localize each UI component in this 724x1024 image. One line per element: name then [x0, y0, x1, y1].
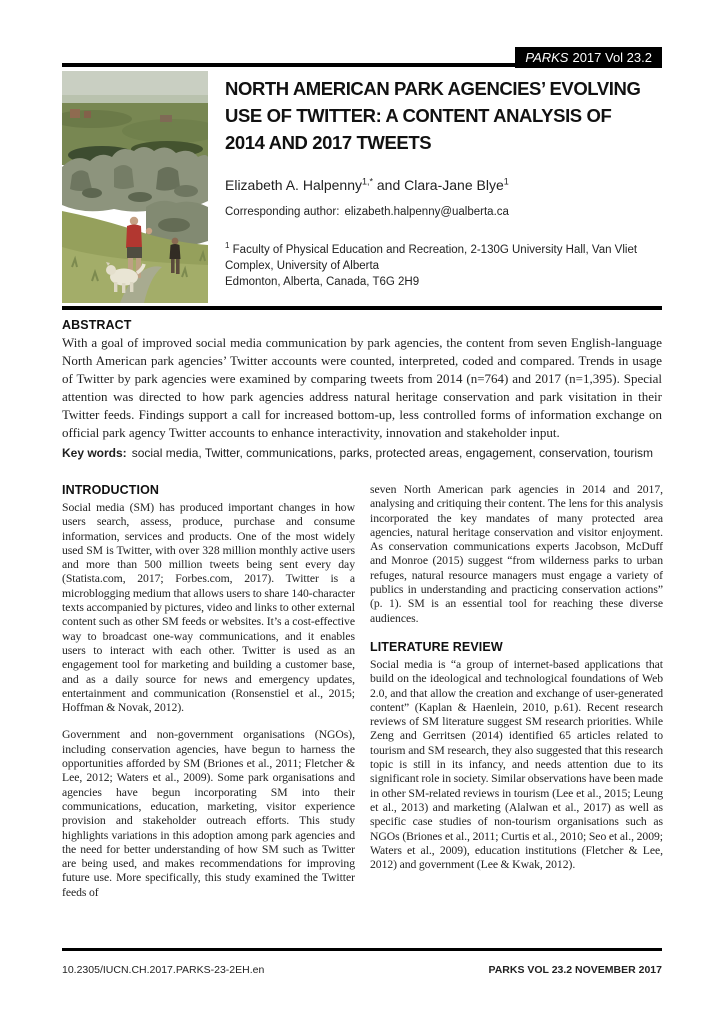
right-column	[370, 483, 663, 900]
affiliation-line-1: Faculty of Physical Education and Recreation, 2-130G University Hall, Van Vliet	[232, 244, 638, 256]
corresponding-author-line	[225, 206, 645, 218]
affiliation	[225, 242, 645, 290]
page-footer	[0, 948, 724, 1024]
introduction-paragraph-3: seven North American park agencies in 2014 and 2017, analysing and critiquing their content. The lens for this analysis incorporated the key mandates of many protected area agencies, natural heritage conservation and visitor enjoyment. As conservation communications experts Jacobson, McDuff and Monroe (2015) suggest “from wilderness parks to urban refuges, natural resource managers must engage a variety of publics in understanding and practicing conservation actions” (p. 1). SM is an essential tool for reaching these diverse audiences.	[370, 483, 663, 625]
keywords-line	[62, 446, 662, 460]
cover-photo-illustration	[62, 71, 208, 303]
footer-row	[62, 964, 662, 976]
abstract-section	[62, 318, 662, 460]
abstract-heading: ABSTRACT	[62, 318, 132, 332]
page-header	[62, 47, 662, 68]
author-line	[225, 177, 645, 193]
cover-photo	[62, 71, 208, 303]
journal-name: PARKS	[525, 50, 569, 65]
journal-volume-reference: PARKS VOL 23.2 NOVEMBER 2017	[488, 964, 662, 976]
affiliation-superscript: 1	[225, 241, 230, 251]
author-2: Clara-Jane Blye	[404, 177, 504, 193]
corresponding-author-label: Corresponding author:	[225, 206, 340, 218]
article-body-columns	[62, 483, 662, 900]
author-2-superscript: 1	[503, 176, 509, 187]
article-title: NORTH AMERICAN PARK AGENCIES’ EVOLVING USE OF TWITTER: A CONTENT ANALYSIS OF 2014 AND 2017 TWEETS	[225, 78, 641, 153]
header-rule	[62, 63, 522, 67]
author-connector: and	[373, 177, 405, 193]
author-1: Elizabeth A. Halpenny	[225, 177, 362, 193]
volume-badge	[515, 47, 662, 68]
affiliation-line-3: Edmonton, Alberta, Canada, T6G 2H9	[225, 276, 420, 288]
title-block	[208, 71, 645, 303]
keywords-text: social media, Twitter, communications, parks, protected areas, engagement, conservation, tourism	[131, 446, 654, 460]
doi: 10.2305/IUCN.CH.2017.PARKS-23-2EH.en	[62, 964, 265, 976]
introduction-paragraph-1: Social media (SM) has produced important changes in how users search, assess, produce, purchase and consume information, services and products. One of the most widely used SM is Twitter, with over 328 million monthly active users and more than 500 million tweets being sent every day (Statista.com, 2017; Forbes.com, 2017). Twitter is a microblogging medium that allows users to share 140-character texts accompanied by pictures, video and links to other external content such as other SM feeds or websites. It’s a cost-effective way to broadcast one-way communications, and it enables users to interact with each other. Twitter is used as an engagement tool for marketing and building a customer base, and as a daily source for news and emergency updates, entertainment and communication (Ronsenstiel et al., 2015; Hoffman & Novak, 2012).	[62, 501, 355, 715]
corresponding-author-email: elizabeth.halpenny@ualberta.ca	[344, 206, 509, 218]
literature-review-paragraph-1: Social media is “a group of internet-based applications that build on the ideological and technological foundations of Web 2.0, and that allow the creation and exchange of user-generated content” (Kaplan & Haenlein, 2010, p.61). Recent research reviews of SM literature suggest SM research priorities. While Zeng and Gerritsen (2014) identified 65 articles related to tourism and SM research, they also suggested that this research topic is still in its infancy, and needs attention due to its significant role in society. Similar observations have been made in other SM-related reviews in tourism (Lee et al., 2015; Leung et al., 2013) and marketing (Alalwan et al., 2017) as well as specific case studies of non-tourism organisations such as NGOs (Briones et al., 2011; Curtis et al., 2010; Seo et al., 2009; Waters et al., 2009), education institutions (Fletcher & Lee, 2012) and government (Lee & Kwak, 2012).	[370, 657, 663, 872]
literature-review-heading: LITERATURE REVIEW	[370, 639, 503, 654]
author-1-superscript: 1,*	[361, 176, 373, 187]
abstract-text: With a goal of improved social media communication by park agencies, the content from seven English-language North American park agencies’ Twitter accounts were counted, interpreted, coded and compared. Trends in usage of Twitter by park agencies were examined by comparing tweets from 2014 (n=764) and 2017 (n=1,395). Special attention was directed to how park agencies address natural heritage conservation and park visitation in their Twitter feeds. Findings support a call for increased bottom-up, less controlled forms of information exchange on official park agency Twitter accounts to enhance interactivity, innovation and stakeholder input.	[62, 335, 662, 440]
left-column	[62, 483, 355, 900]
keywords-label: Key words:	[62, 446, 127, 460]
volume-number: 2017 Vol 23.2	[572, 50, 652, 65]
footer-rule	[62, 948, 662, 951]
affiliation-line-2: Complex, University of Alberta	[225, 260, 380, 272]
masthead	[62, 71, 662, 303]
introduction-heading: INTRODUCTION	[62, 483, 160, 497]
introduction-paragraph-2: Government and non-government organisations (NGOs), including conservation agencies, have begun to harness the opportunities afforded by SM (Briones et al., 2011; Fletcher & Lee, 2012; Waters et al., 2009). Some park organisations and agencies have begun incorporating SM into their communications, education, marketing, visitor experience provision and stakeholder outreach efforts. This study highlights variations in this adoption among park agencies and the need for better understanding of how SM such as Twitter are being used, and makes recommendations for improving future use. More specifically, this study examined the Twitter feeds of	[62, 728, 355, 899]
abstract-divider-rule	[62, 306, 662, 310]
